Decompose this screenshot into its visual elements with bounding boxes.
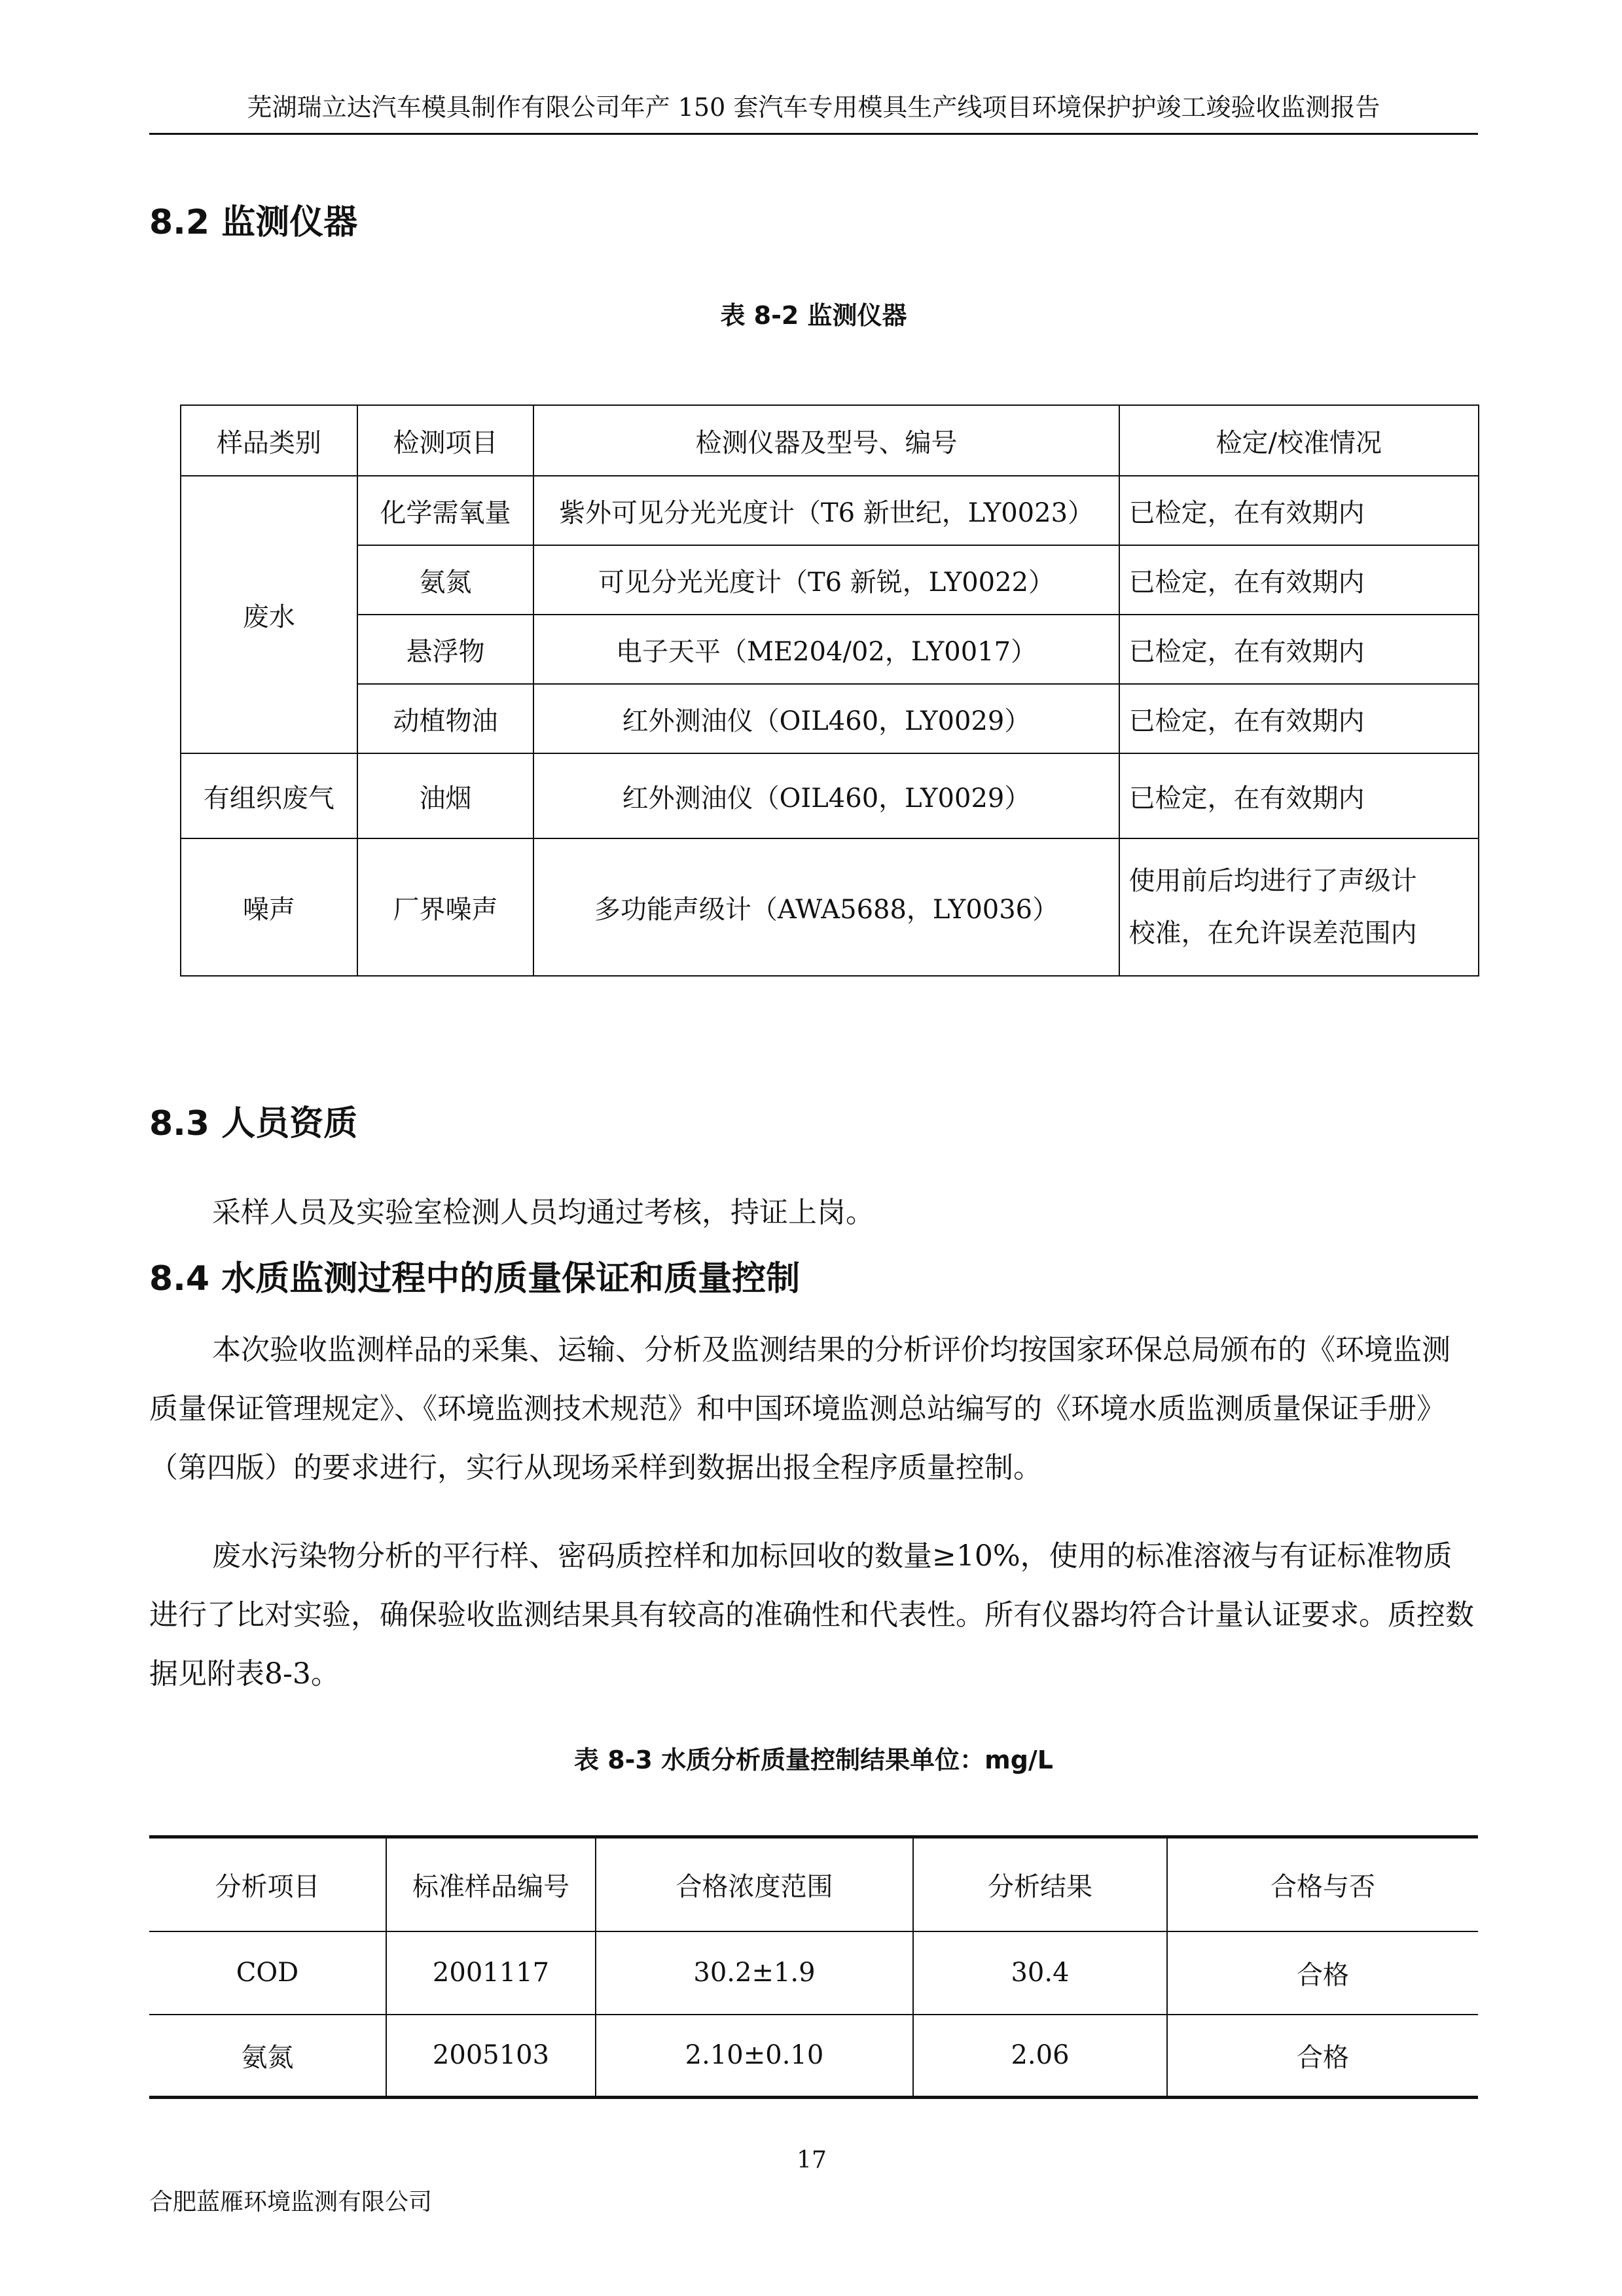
test-item-cell: 动植物油: [357, 684, 534, 753]
table-row: [181, 545, 1479, 615]
result-cell: 2.06: [913, 2015, 1167, 2098]
test-item-cell: 厂界噪声: [357, 838, 534, 976]
pass-cell: 合格: [1167, 1931, 1478, 2015]
qa-paragraph-1: 本次验收监测样品的采集、运输、分析及监测结果的分析评价均按国家环保总局颁布的《环境监测质量保证管理规定》、《环境监测技术规范》和中国环境监测总站编写的《环境水质监测质量保证手册》（第四版）的要求进行，实行从现场采样到数据出报全程序质量控制。: [149, 1333, 1451, 1484]
instrument-cell: 可见分光光度计（T6 新锐，LY0022）: [533, 545, 1119, 615]
table-row: [181, 753, 1479, 838]
table-row: [181, 684, 1479, 753]
section-8-2-heading: 8.2 监测仪器: [149, 203, 358, 242]
instrument-cell: 紫外可见分光光度计（T6 新世纪，LY0023）: [533, 476, 1119, 545]
sample-id-cell: 2005103: [386, 2015, 596, 2098]
analysis-item-cell: 氨氮: [149, 2015, 386, 2098]
header-rule: [149, 133, 1478, 135]
column-header: 分析项目: [149, 1837, 386, 1931]
instrument-table: [180, 404, 1479, 977]
column-header: 合格浓度范围: [596, 1837, 913, 1931]
section-8-4-heading: 8.4 水质监测过程中的质量保证和质量控制: [149, 1259, 801, 1299]
result-cell: 30.4: [913, 1931, 1167, 2015]
sample-category-cell: 废水: [181, 476, 357, 753]
range-cell: 30.2±1.9: [596, 1931, 913, 2015]
calibration-cell: 已检定，在有效期内: [1119, 476, 1479, 545]
table-row: [181, 615, 1479, 684]
instrument-cell: 电子天平（ME204/02，LY0017）: [533, 615, 1119, 684]
table-header-row: [181, 405, 1479, 476]
table-row: [149, 2015, 1478, 2098]
instrument-cell: 红外测油仪（OIL460，LY0029）: [533, 684, 1119, 753]
calibration-line: 使用前后均进行了声级计: [1128, 866, 1417, 896]
range-cell: 2.10±0.10: [596, 2015, 913, 2098]
calibration-cell: 已检定，在有效期内: [1119, 753, 1479, 838]
column-header: 样品类别: [181, 405, 357, 476]
column-header: 检测项目: [357, 405, 534, 476]
column-header: 分析结果: [913, 1837, 1167, 1931]
page-header: 芜湖瑞立达汽车模具制作有限公司年产 150 套汽车专用模具生产线项目环境保护护竣工竣验收监测报告: [247, 93, 1380, 122]
quality-control-table: [149, 1835, 1478, 2099]
table-row: [181, 838, 1479, 976]
calibration-cell: 已检定，在有效期内: [1119, 545, 1479, 615]
column-header: 标准样品编号: [386, 1837, 596, 1931]
table-header-row: [149, 1837, 1478, 1931]
test-item-cell: 悬浮物: [357, 615, 534, 684]
qa-paragraph-2: 废水污染物分析的平行样、密码质控样和加标回收的数量≥10%，使用的标准溶液与有证标准物质进行了比对实验，确保验收监测结果具有较高的准确性和代表性。所有仪器均符合计量认证要求。质控数据见附表8-3。: [149, 1539, 1474, 1691]
calibration-cell: 已检定，在有效期内: [1119, 684, 1479, 753]
instrument-cell: 红外测油仪（OIL460，LY0029）: [533, 753, 1119, 838]
pass-cell: 合格: [1167, 2015, 1478, 2098]
calibration-cell: [1119, 838, 1479, 976]
qualification-paragraph: 采样人员及实验室检测人员均通过考核，持证上岗。: [212, 1196, 874, 1229]
analysis-item-cell: COD: [149, 1931, 386, 2015]
test-item-cell: 氨氮: [357, 545, 534, 615]
calibration-line: 校准，在允许误差范围内: [1128, 918, 1417, 948]
test-item-cell: 化学需氧量: [357, 476, 534, 545]
calibration-cell: 已检定，在有效期内: [1119, 615, 1479, 684]
section-8-3-heading: 8.3 人员资质: [149, 1104, 358, 1143]
sample-id-cell: 2001117: [386, 1931, 596, 2015]
test-item-cell: 油烟: [357, 753, 534, 838]
column-header: 合格与否: [1167, 1837, 1478, 1931]
table-8-2-caption: 表 8-2 监测仪器: [720, 301, 907, 330]
table-row: [181, 476, 1479, 545]
table-row: [149, 1931, 1478, 2015]
instrument-cell: 多功能声级计（AWA5688，LY0036）: [533, 838, 1119, 976]
page-number: 17: [797, 2147, 827, 2174]
column-header: 检测仪器及型号、编号: [533, 405, 1119, 476]
column-header: 检定/校准情况: [1119, 405, 1479, 476]
footer-company: 合肥蓝雁环境监测有限公司: [149, 2189, 433, 2215]
table-8-3-caption: 表 8-3 水质分析质量控制结果单位：mg/L: [573, 1746, 1053, 1774]
sample-category-cell: 噪声: [181, 838, 357, 976]
sample-category-cell: 有组织废气: [181, 753, 357, 838]
